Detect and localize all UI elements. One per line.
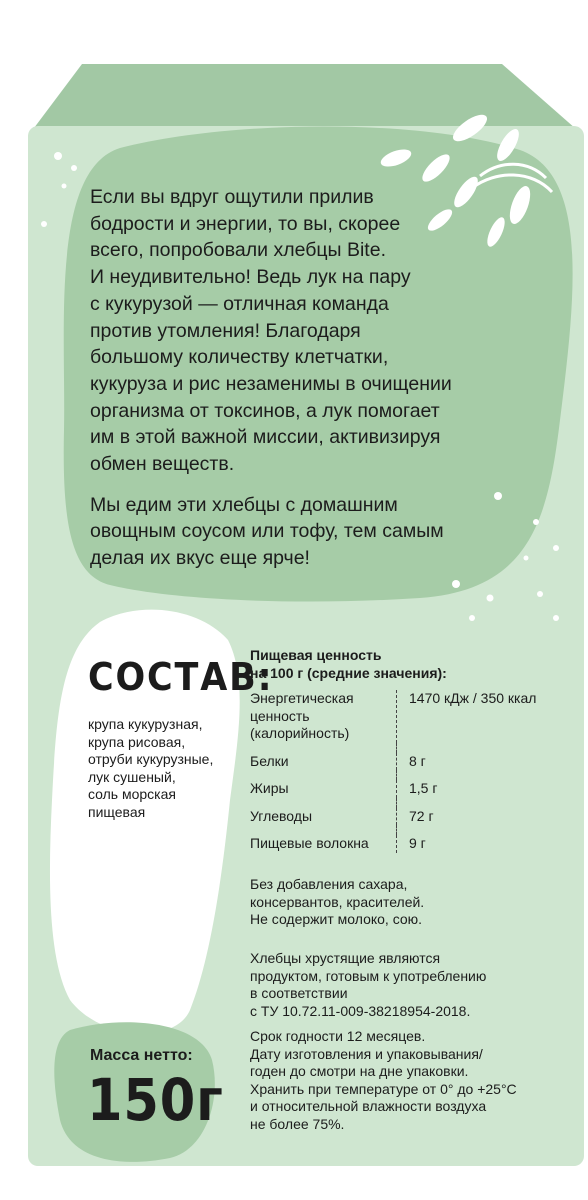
nutrition-row bbox=[250, 690, 536, 743]
net-mass-label: Масса нетто: bbox=[90, 1047, 193, 1064]
nutrient-value: 1470 кДж / 350 ккал bbox=[409, 690, 537, 706]
ingredient-item: соль морская bbox=[88, 786, 176, 802]
storage-note: Срок годности 12 месяцев. Дату изготовления и упаковывания/ годен до смотри на дне упаковки. Хранить при температуре от 0° до +25°С и относительной влажности воздуха не более 75%. bbox=[250, 1028, 517, 1132]
nutrition-row bbox=[250, 835, 536, 853]
nutrient-name: Пищевые волокна bbox=[250, 835, 397, 853]
ingredient-item: крупа кукурузная, bbox=[88, 716, 203, 732]
ingredient-item: лук сушеный, bbox=[88, 768, 176, 785]
intro-paragraph-1: Если вы вдруг ощутили прилив бодрости и энергии, то вы, скорее всего, попробовали хлебцы Bite. И неудивительно! Ведь лук на пару с кукурузой — отличная команда против утомления! Благодаря большому количеству клетчатки, кукуруза и рис незаменимы в очищении организма от токсинов, а лук помогает им в этой важной миссии, активизируя обмен веществ. bbox=[90, 186, 452, 476]
ingredient-item: пищевая bbox=[88, 803, 146, 820]
nutrition-row bbox=[250, 753, 536, 771]
nutrient-name: Жиры bbox=[250, 780, 397, 798]
nutrient-name: Белки bbox=[250, 753, 397, 771]
nutrient-name: Углеводы bbox=[250, 808, 397, 826]
nutrient-value: 8 г bbox=[409, 752, 426, 769]
ingredient-item: крупа рисовая, bbox=[88, 733, 186, 750]
nutrient-value: 72 г bbox=[409, 807, 434, 824]
nutrition-title: Пищевая ценность на 100 г (средние значения): bbox=[250, 647, 447, 681]
nutrition-row bbox=[250, 808, 536, 826]
ingredients-list bbox=[88, 716, 258, 821]
intro-text bbox=[90, 184, 570, 572]
intro-paragraph-2: Мы едим эти хлебцы с домашним овощным соусом или тофу, тем самым делая их вкус еще ярче! bbox=[90, 493, 444, 570]
net-mass-value: 150г bbox=[87, 1066, 224, 1134]
nutrition-row bbox=[250, 780, 536, 798]
composition-title: СОСТАВ: bbox=[88, 655, 274, 699]
standard-note: Хлебцы хрустящие являются продуктом, готовым к употреблению в соответствии с ТУ 10.72.11-009-38218954-2018. bbox=[250, 950, 487, 1019]
nutrient-value: 9 г bbox=[409, 835, 426, 851]
nutrient-value: 1,5 г bbox=[409, 780, 438, 796]
nutrient-name: Энергетическая ценность (калорийность) bbox=[250, 690, 397, 743]
ingredient-item: отруби кукурузные, bbox=[88, 751, 214, 767]
nutrition-table bbox=[250, 690, 536, 853]
no-additives-note: Без добавления сахара, консервантов, красителей. Не содержит молоко, сою. bbox=[250, 876, 425, 927]
